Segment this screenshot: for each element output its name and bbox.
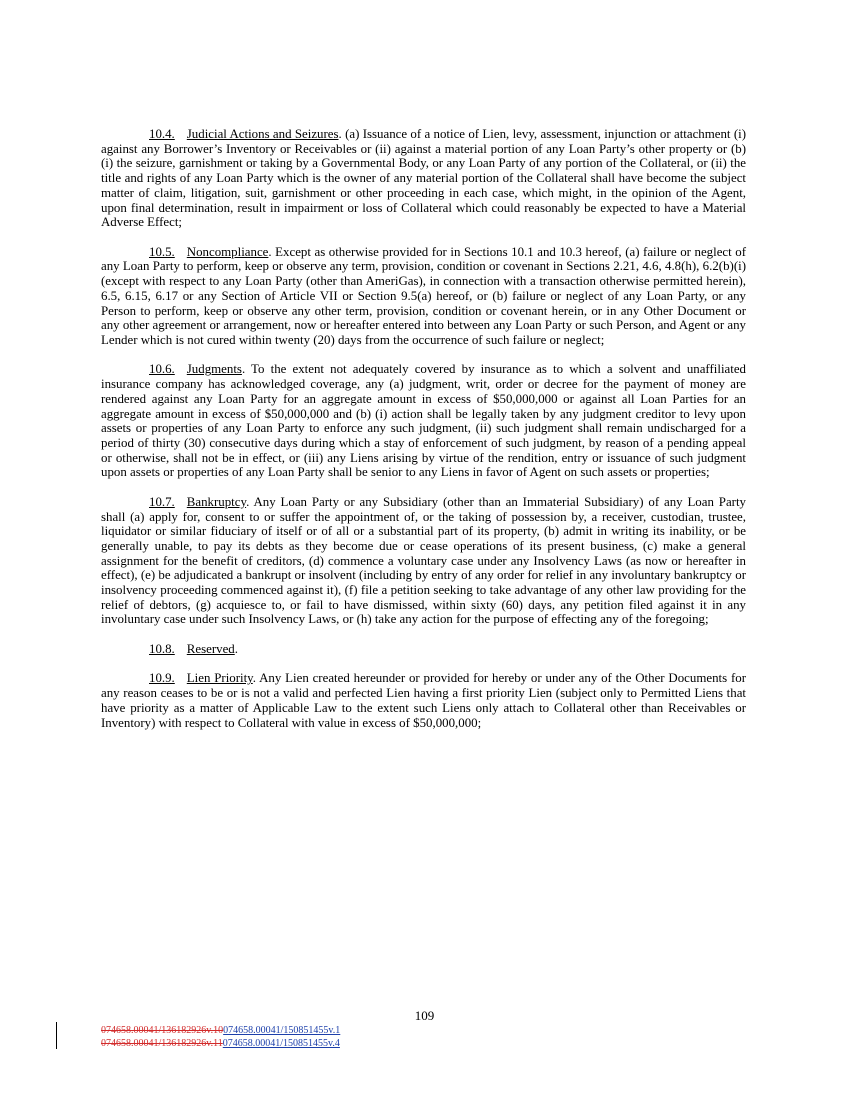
inserted-doc-id: 074658.00041/150851455v.1	[223, 1025, 341, 1036]
section-title: Judicial Actions and Seizures	[186, 127, 339, 141]
footer-line-2	[101, 1037, 340, 1050]
section-10-7	[101, 495, 746, 627]
section-10-6	[101, 362, 746, 480]
section-title: Lien Priority	[186, 671, 253, 686]
section-body: . (a) Issuance of a notice of Lien, levy, assessment, injunction or attachment (i) against any Borrower’s Inventory or Receivables or (ii) against a material portion of any Loan Party’s other property or (b) (i) the seizure, garnishment or taking by a Governmental Body, or any Loan Party of any portion of the Collateral, or (ii) the title and rights of any Loan Party which is the owner of any material portion of the Collateral shall have become the subject matter of claim, litigation, suit, garnishment or other proceeding in each case, which might, in the opinion of the Agent, upon final determination, result in impairment or loss of Collateral which could reasonably be expected to have a Material Adverse Effect;	[101, 127, 747, 230]
section-title: Bankruptcy	[186, 494, 247, 509]
section-number: 10.7.	[149, 494, 175, 509]
section-number: 10.4.	[149, 127, 175, 141]
section-body: . Any Loan Party or any Subsidiary (other than an Immaterial Subsidiary) of any Loan Party shall (a) apply for, consent to or suffer the appointment of, or the taking of possession by, a receiver, custodian, trustee, liquidator or similar fiduciary of itself or of all or a substantial part of its property, (b) admit in writing its inability, or be generally unable, to pay its debts as they become due or cease operations of its present business, (c) make a general assignment for the benefit of creditors, (d) commence a voluntary case under any Insolvency Laws (as now or hereafter in effect), (e) be adjudicated a bankrupt or insolvent (including by entry of any order for relief in any involuntary bankruptcy or insolvency proceeding commenced against it), (f) file a petition seeking to take advantage of any other law providing for the relief of debtors, (g) acquiesce to, or fail to have dismissed, within sixty (60) days, any petition filed against it in any involuntary case under such Insolvency Laws, or (h) take any action for the purpose of effecting any of the foregoing;	[101, 494, 746, 627]
page-number: 109	[414, 1008, 435, 1023]
document-body	[101, 127, 746, 745]
section-body: .	[234, 641, 238, 656]
section-body: . To the extent not adequately covered by insurance as to which a solvent and unaffiliated insurance company has acknowledged coverage, any (a) judgment, writ, order or decree for the payment of money are rendered against any Loan Party for an aggregate amount in excess of $50,000,000 or against all Loan Parties for an aggregate amount in excess of $50,000,000 and (b) (i) action shall be legally taken by any judgment creditor to levy upon assets or properties of any Loan Party to enforce any such judgment, (ii) such judgment shall remain undischarged for a period of thirty (30) consecutive days during which a stay of enforcement of such judgment, by reason of a pending appeal or otherwise, shall not be in effect, or (iii) any Liens arising by virtue of the rendition, entry or issuance of such judgment upon assets or properties of any Loan Party shall be senior to any Liens in favor of Agent on such assets or properties;	[101, 362, 746, 480]
inserted-doc-id: 074658.00041/150851455v.4	[222, 1038, 340, 1049]
section-10-5	[101, 245, 746, 348]
deleted-doc-id: 074658.00041/136182926v.11	[101, 1038, 223, 1049]
deleted-doc-id: 074658.00041/136182926v.10	[101, 1025, 224, 1036]
section-body: . Except as otherwise provided for in Sections 10.1 and 10.3 hereof, (a) failure or neglect of any Loan Party to perform, keep or observe any term, provision, condition or covenant in Sections 2.21, 4.6, 4.8(h), 6.2(b)(i) (except with respect to any Loan Party (other than AmeriGas), in connection with a transaction otherwise permitted herein), 6.5, 6.15, 6.17 or any Section of Article VII or Section 9.5(a) hereof, or (b) failure or neglect of any Loan Party, or any Person to perform, keep or observe any other term, provision, condition or covenant herein, or in any Other Document or any other agreement or arrangement, now or hereafter entered into between any Loan Party or such Person, and Agent or any Lender which is not cured within twenty (20) days from the occurrence of such failure or neglect;	[101, 244, 747, 347]
section-10-4	[101, 127, 746, 230]
section-number: 10.5.	[149, 244, 175, 259]
document-id-footer	[101, 1024, 340, 1050]
footer-line-1	[101, 1024, 340, 1037]
section-title: Judgments	[186, 362, 242, 377]
section-number: 10.6.	[149, 362, 175, 377]
section-title: Reserved	[186, 641, 235, 656]
section-body: . Any Lien created hereunder or provided for hereby or under any of the Other Documents for any reason ceases to be or is not a valid and perfected Lien having a first priority Lien (subject only to Permitted Liens that have priority as a matter of Applicable Law to the extent such Liens only attach to Collateral other than Receivables or Inventory) with respect to Collateral with value in excess of $50,000,000;	[101, 671, 746, 730]
section-number: 10.9.	[149, 671, 175, 686]
section-10-8	[101, 642, 746, 657]
section-title: Noncompliance	[186, 244, 269, 259]
section-number: 10.8.	[149, 641, 175, 656]
revision-change-bar	[56, 1022, 57, 1049]
section-10-9	[101, 671, 746, 730]
